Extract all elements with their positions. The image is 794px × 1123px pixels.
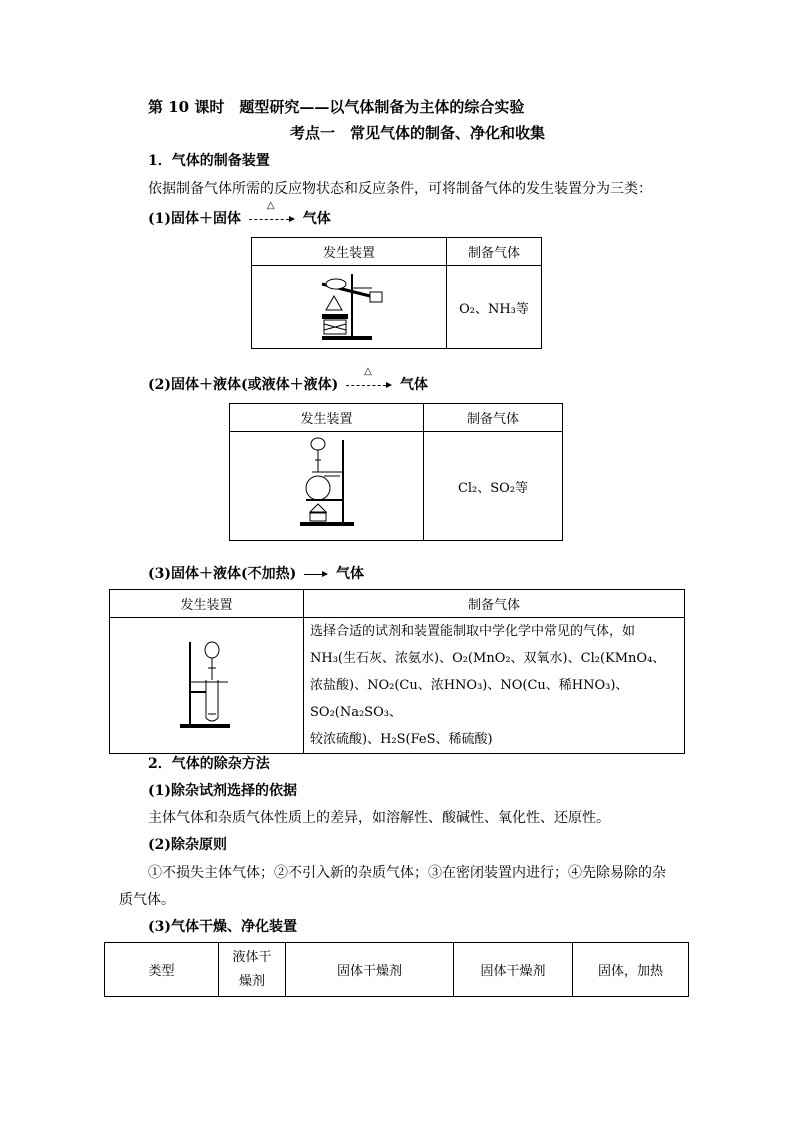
section2-text1: 主体气体和杂质气体性质上的差异，如溶解性、酸碱性、氧化性、还原性。: [148, 810, 610, 826]
case3-label: [148, 563, 364, 583]
case2-col2: 制备气体: [424, 404, 563, 432]
case2-gas: Cl₂、SO₂等: [424, 432, 563, 541]
page-title: 第 10 课时 题型研究——以气体制备为主体的综合实验: [148, 98, 525, 116]
case3-col2: 制备气体: [304, 590, 685, 618]
section2-sub3: (3)气体干燥、净化装置: [148, 919, 297, 935]
case3-label-post: 气体: [336, 566, 364, 582]
reaction-arrow-icon: [304, 567, 328, 581]
case2-label-post: 气体: [400, 377, 428, 393]
case1-label: [148, 200, 331, 228]
section2-text2b: 质气体。: [119, 892, 175, 908]
solid-heating-apparatus-icon: [252, 266, 446, 344]
case1-col1: 发生装置: [252, 238, 447, 266]
case1-label-pre: (1)固体＋固体: [148, 211, 241, 227]
case2-table: [229, 403, 563, 541]
purification-table: [104, 942, 689, 997]
case3-line-1: 选择合适的试剂和装置能制取中学化学中常见的气体，如: [310, 624, 636, 639]
case3-line-3: 浓盐酸)、NO₂(Cu、浓HNO₃)、NO(Cu、稀HNO₃)、SO₂(Na₂SO₃、: [310, 678, 629, 720]
case3-line-4: 较浓硫酸)、H₂S(FeS、稀硫酸): [310, 732, 493, 747]
purification-col-liquid: [219, 943, 286, 997]
case3-label-pre: (3)固体＋液体(不加热): [148, 566, 297, 582]
case2-col1: 发生装置: [230, 404, 424, 432]
purification-col-type: 类型: [105, 943, 219, 997]
section1-intro: 依据制备气体所需的反应物状态和反应条件，可将制备气体的发生装置分为三类：: [148, 181, 652, 197]
case3-line-2: NH₃(生石灰、浓氨水)、O₂(MnO₂、双氧水)、Cl₂(KMnO₄、: [310, 651, 666, 666]
purification-col-solid2: 固体干燥剂: [454, 943, 573, 997]
case1-gas: O₂、NH₃等: [447, 266, 542, 349]
case1-label-post: 气体: [302, 211, 331, 227]
case2-label: [148, 366, 428, 394]
heat-arrow-icon: [346, 366, 392, 392]
page-subtitle: 考点一 常见气体的制备、净化和收集: [290, 124, 546, 142]
purification-col-liquid-line1: 液体干: [232, 949, 272, 965]
case3-description: [304, 618, 685, 754]
purification-col-liquid-line2: 燥剂: [238, 973, 265, 989]
purification-col-solid-heat: 固体，加热: [573, 943, 689, 997]
case3-table: [109, 589, 685, 754]
section2-heading: 2．气体的除杂方法: [148, 756, 270, 772]
purification-col-solid1: 固体干燥剂: [286, 943, 454, 997]
heat-condition: △: [266, 200, 275, 211]
case2-label-pre: (2)固体＋液体(或液体＋液体): [148, 377, 339, 393]
case1-apparatus-cell: [252, 266, 447, 349]
case1-table: [251, 237, 542, 349]
section1-heading: 1．气体的制备装置: [148, 153, 270, 169]
case3-col1: 发生装置: [110, 590, 304, 618]
case3-apparatus-cell: [110, 618, 304, 754]
section2-sub2: (2)除杂原则: [148, 837, 227, 853]
section2-text2a: ①不损失主体气体；②不引入新的杂质气体；③在密闭装置内进行；④先除易除的杂: [148, 865, 666, 881]
funnel-tube-apparatus-icon: [110, 630, 303, 737]
heat-condition: △: [364, 366, 372, 377]
case2-apparatus-cell: [230, 432, 424, 541]
case1-col2: 制备气体: [447, 238, 542, 266]
heat-arrow-icon: [249, 200, 295, 226]
flask-heating-apparatus-icon: [230, 432, 423, 536]
section2-sub1: (1)除杂试剂选择的依据: [148, 783, 297, 799]
